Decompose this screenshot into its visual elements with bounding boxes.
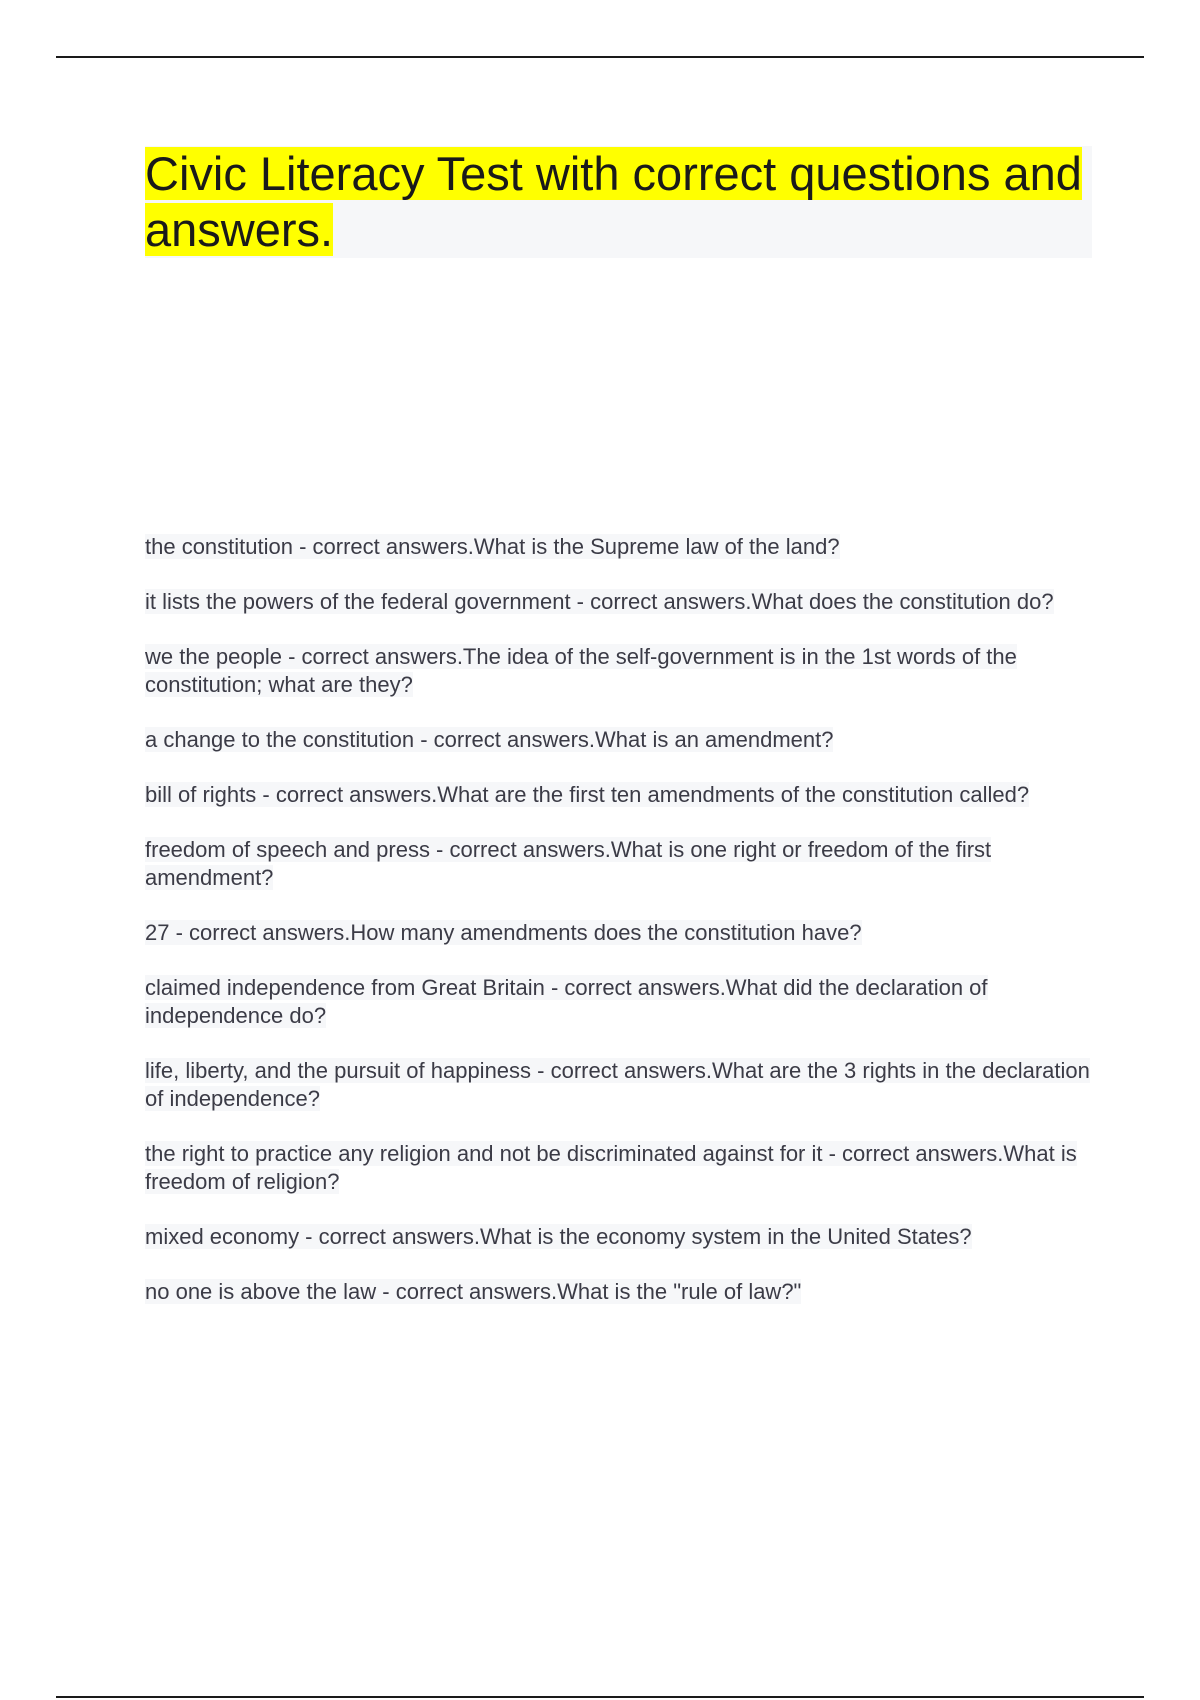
list-item: [145, 726, 1105, 754]
list-item: [145, 588, 1105, 616]
list-item: [145, 1140, 1105, 1196]
qa-list: [145, 533, 1105, 1333]
qa-text: mixed economy - correct answers.What is the economy system in the United States?: [145, 1224, 972, 1249]
qa-text: the right to practice any religion and not be discriminated against for it - correct answers.What is freedom of religion?: [145, 1141, 1077, 1194]
list-item: [145, 1057, 1105, 1113]
qa-text: freedom of speech and press - correct answers.What is one right or freedom of the first amendment?: [145, 837, 992, 890]
list-item: [145, 1223, 1105, 1251]
qa-text: 27 - correct answers.How many amendments does the constitution have?: [145, 920, 862, 945]
qa-text: we the people - correct answers.The idea of the self-government is in the 1st words of the constitution; what are they?: [145, 644, 1017, 697]
list-item: [145, 533, 1105, 561]
list-item: [145, 643, 1105, 699]
page-title: [145, 146, 1092, 258]
top-rule: [56, 56, 1144, 58]
qa-text: a change to the constitution - correct answers.What is an amendment?: [145, 727, 834, 752]
list-item: [145, 1278, 1105, 1306]
qa-text: no one is above the law - correct answers.What is the "rule of law?": [145, 1279, 802, 1304]
list-item: [145, 919, 1105, 947]
list-item: [145, 781, 1105, 809]
qa-text: bill of rights - correct answers.What are the first ten amendments of the constitution called?: [145, 782, 1030, 807]
title-block: [145, 146, 1092, 258]
qa-text: it lists the powers of the federal government - correct answers.What does the constitution do?: [145, 589, 1054, 614]
list-item: [145, 836, 1105, 892]
qa-text: the constitution - correct answers.What is the Supreme law of the land?: [145, 534, 840, 559]
bottom-rule: [56, 1696, 1144, 1698]
qa-text: life, liberty, and the pursuit of happiness - correct answers.What are the 3 rights in the declaration of independence?: [145, 1058, 1090, 1111]
qa-text: claimed independence from Great Britain - correct answers.What did the declaration of independence do?: [145, 975, 988, 1028]
title-highlight: Civic Literacy Test with correct questions and answers.: [145, 147, 1082, 256]
list-item: [145, 974, 1105, 1030]
